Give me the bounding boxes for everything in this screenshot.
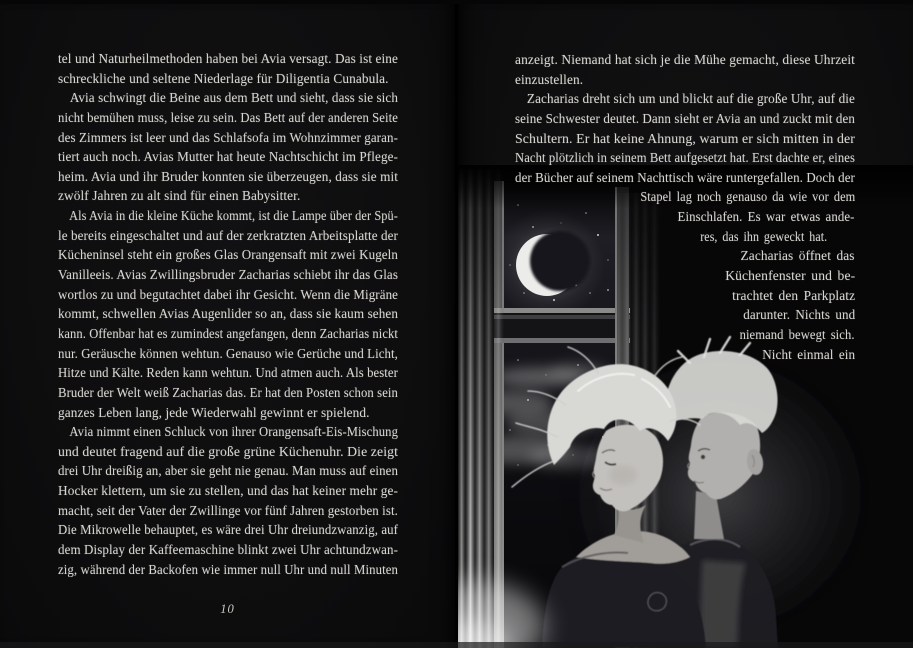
text-line <box>58 304 398 324</box>
curtain-left <box>458 169 504 648</box>
text-line <box>515 345 855 365</box>
text-line <box>58 245 398 265</box>
text-line-content: und deutet fragend auf die große grüne Küchenuhr. Die zeigt <box>58 443 399 459</box>
text-line <box>515 187 855 207</box>
text-line <box>58 324 398 344</box>
text-line-content: Zacharias dreht sich um und blickt auf die große Uhr, auf die <box>526 91 855 107</box>
text-line <box>58 560 398 580</box>
text-line <box>58 265 398 285</box>
text-line <box>58 383 398 403</box>
text-line <box>58 363 398 383</box>
text-line-content: Stapel lag noch genauso da wie vor dem <box>639 189 855 205</box>
text-line <box>58 167 398 187</box>
text-line-content: Kücheninsel steht ein großes Glas Orangensaft mit zwei Kugeln <box>58 247 399 263</box>
text-line <box>515 227 855 247</box>
boy-eye <box>701 455 705 459</box>
text-line <box>58 147 398 167</box>
text-line-content: darunter. Nichts und <box>743 307 855 323</box>
text-line-content: Nacht plötzlich in seinem Bett aufgesetzt hat. Erst dachte er, eines <box>515 150 856 166</box>
text-line-content: Hocker klettern, um sie zu stellen, und das hat keiner mehr ge- <box>58 483 398 499</box>
text-line-content: kommt, schwellen Avias Augenlider so an, dass sie kaum sehen <box>58 306 399 322</box>
text-line <box>58 442 398 462</box>
text-line <box>58 344 398 364</box>
text-line <box>515 305 855 325</box>
text-line-content: kann. Offenbar hat es zumindest angefangen, denn Zacharias nickt <box>58 325 398 341</box>
text-line-content: seine Schwester deutet. Dann sieht er Avia an und zuckt mit den <box>515 110 855 126</box>
text-line <box>58 69 398 89</box>
text-line <box>515 246 855 266</box>
text-line <box>515 70 855 90</box>
text-line-content: Hitze und Kälte. Reden kann wehtun. Und atmen auch. Als bester <box>58 365 398 381</box>
text-line <box>515 207 855 227</box>
text-line-content: heim. Avia und ihr Bruder konnten sie überzeugen, dass sie mit <box>58 168 398 184</box>
text-line-content: Bruder der Welt weiß Zacharias das. Er hat den Posten schon sein <box>58 384 399 400</box>
text-line <box>58 540 398 560</box>
text-line <box>515 286 855 306</box>
text-line <box>58 108 398 128</box>
left-page-text <box>58 49 398 579</box>
text-line-content: einzustellen. <box>515 71 584 87</box>
text-line-content: drei Uhr dreißig an, aber sie geht nie genau. Man muss auf einen <box>58 463 399 479</box>
text-line-content: Als Avia in die kleine Küche kommt, ist die Lampe über der Spü- <box>69 208 399 224</box>
text-line <box>58 186 398 206</box>
text-line-content: Avia nimmt einen Schluck von ihrer Orangensaft-Eis-Mischung <box>69 424 399 440</box>
text-line <box>58 226 398 246</box>
text-line-content: zig, während der Backofen wie immer null Uhr und null Minuten <box>58 561 399 577</box>
text-line <box>58 49 398 69</box>
text-line <box>58 520 398 540</box>
right-page-text <box>515 50 855 364</box>
text-line-content: Avia schwingt die Beine aus dem Bett und sieht, dass sie sich <box>69 90 398 106</box>
text-line-content: des Zimmers ist leer und das Schlafsofa im Wohnzimmer garan- <box>58 129 399 145</box>
text-line-content: der Bücher auf seinem Nachttisch wäre runtergefallen. Doch der <box>515 169 855 185</box>
text-line <box>58 422 398 442</box>
page-edge-top <box>0 0 913 4</box>
text-line <box>515 89 855 109</box>
text-line <box>515 129 855 149</box>
text-line <box>58 206 398 226</box>
text-line-content: Nicht einmal ein <box>761 346 855 362</box>
text-line-content: Vanilleeis. Avias Zwillingsbruder Zacharias schiebt ihr das Glas <box>58 267 399 283</box>
text-line-content: tiert auch noch. Avias Mutter hat heute Nachtschicht im Pflege- <box>58 149 399 165</box>
page-number: 10 <box>220 602 235 616</box>
text-line <box>58 403 398 423</box>
text-line <box>515 325 855 345</box>
text-line-content: trachtet den Parkplatz <box>732 287 855 303</box>
text-line <box>515 109 855 129</box>
text-line <box>58 88 398 108</box>
text-line-content: tel und Naturheilmethoden haben bei Avia versagt. Das ist eine <box>58 51 399 66</box>
text-line <box>515 266 855 286</box>
text-line <box>58 461 398 481</box>
text-line-content: res, das ihn geweckt hat. <box>700 228 827 244</box>
text-line-content: anzeigt. Niemand hat sich je die Mühe gemacht, diese Uhrzeit <box>515 52 856 67</box>
text-line <box>515 148 855 168</box>
text-line-content: Küchenfenster und be- <box>724 268 855 284</box>
text-line <box>58 481 398 501</box>
text-line-content: schreckliche und seltene Niederlage für Diligentia Cunabula. <box>58 70 389 86</box>
text-line <box>515 168 855 188</box>
text-line-content: Schultern. Er hat keine Ahnung, warum er sich mitten in der <box>515 130 856 146</box>
book-page-right[interactable] <box>458 0 913 648</box>
text-line-content: le bereits eingeschaltet und auf der zerkratzten Arbeitsplatte der <box>58 227 398 243</box>
text-line-content: zwölf Jahren zu alt sind für einen Babysitter. <box>58 188 301 204</box>
text-line-content: nicht bemühen muss, leise zu sein. Das Bett auf der anderen Seite <box>58 109 399 125</box>
page-edge-bottom <box>0 642 913 648</box>
text-line <box>58 285 398 305</box>
text-line-content: macht, seit der Vater der Zwillinge vor fünf Jahren gestorben ist. <box>58 502 399 518</box>
book-page-left[interactable] <box>0 0 455 648</box>
text-line-content: ganzes Leben lang, jede Wiederwahl gewinnt er spielend. <box>58 404 370 420</box>
text-line-content: nur. Geräusche können wehtun. Genauso wie Gerüche und Licht, <box>58 345 398 361</box>
text-line-content: Zacharias öffnet das <box>740 248 855 264</box>
text-line <box>515 50 855 70</box>
text-line <box>58 501 398 521</box>
text-line-content: niemand bewegt sich. <box>739 326 855 342</box>
text-line-content: dem Display der Kaffeemaschine blinkt zwei Uhr achtundzwan- <box>58 542 399 558</box>
text-line-content: Die Mikrowelle behauptet, es wäre drei Uhr dreiundzwanzig, auf <box>58 522 399 538</box>
text-line <box>58 128 398 148</box>
text-line-content: Einschlafen. Es war etwas ande- <box>678 209 855 225</box>
text-line-content: wortlos zu und begutachtet dabei ihr Gesicht. Wenn die Migräne <box>58 286 398 302</box>
